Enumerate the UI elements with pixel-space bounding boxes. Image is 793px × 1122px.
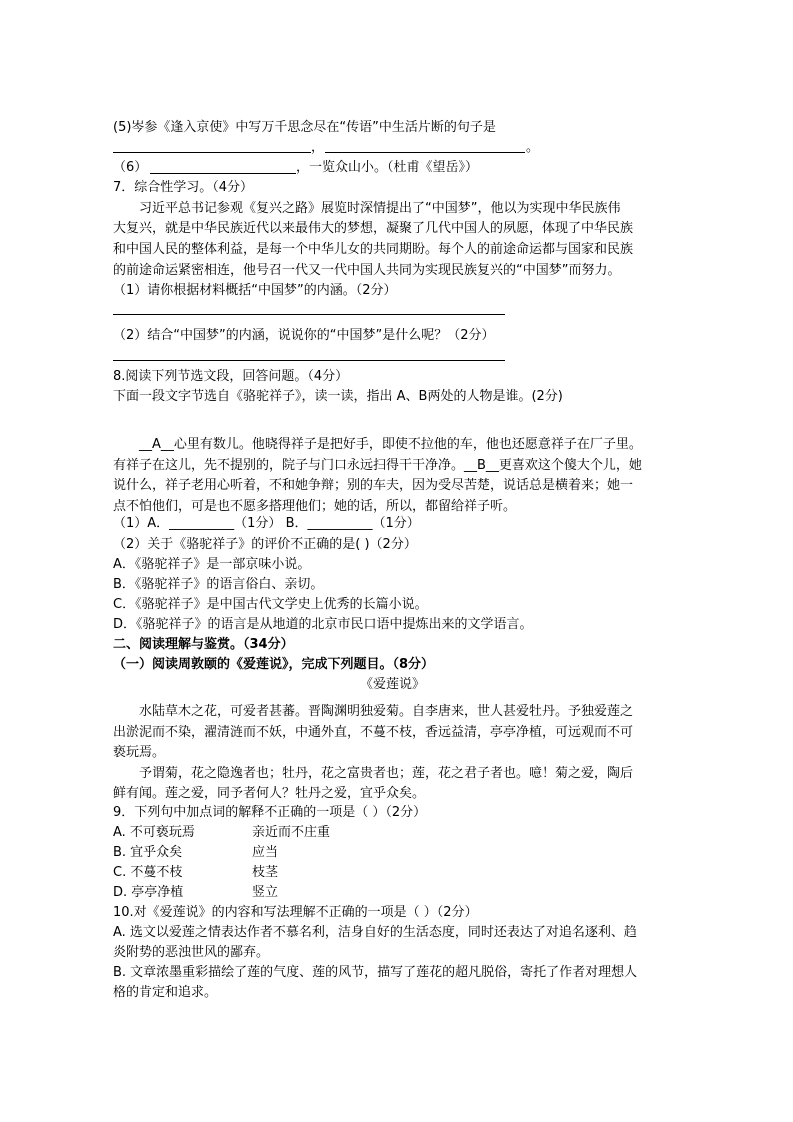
q6-suffix: ，一览众山小。（杜甫《望岳》） [296, 160, 479, 175]
q7-sub1: （1）请你根据材料概括“中国梦”的内涵。（2分） [113, 283, 397, 298]
q5-comma: ， [311, 140, 325, 155]
q7-paragraph: 和中国人民的整体利益，是每一个中华儿女的共同期盼。每个人的前途命运都与国家和民族 [113, 242, 634, 257]
q5-blank-1[interactable] [113, 152, 311, 153]
q8-intro: 下面一段文字节选自《骆驼祥子》，读一读，指出 A、B两处的人物是谁。(2分) [113, 389, 563, 404]
q5-blank-2[interactable] [325, 152, 525, 153]
q8-excerpt: 说什么，祥子老用心听着，不和她争辩；别的车夫，因为受尽苦楚，说话总是横着来；她一 [113, 478, 634, 493]
q6-prefix: （6） [113, 160, 148, 175]
q8-sub2: （2）关于《骆驼祥子》的评价不正确的是( )（2分） [113, 537, 417, 552]
q10-option-a-cont: 炎附势的恶浊世风的鄙弃。 [113, 945, 270, 960]
q7-paragraph: 习近平总书记参观《复兴之路》展览时深情提出了“中国梦”，他以为实现中华民族伟 [139, 201, 621, 216]
q8-option-d: D．《骆驼祥子》的语言是从地道的北京市民口语中提炼出来的文学语言。 [113, 617, 533, 632]
q7-paragraph: 的前途命运紧密相连，他号召一代又一代中国人共同为实现民族复兴的“中国梦”而努力。 [113, 263, 621, 278]
q8-option-c: C．《骆驼祥子》是中国古代文学史上优秀的长篇小说。 [113, 597, 428, 612]
q5-period: 。 [526, 140, 540, 155]
essay-paragraph: 水陆草木之花，可爱者甚蕃。晋陶渊明独爱菊。自李唐来，世人甚爱牡丹。予独爱莲之 [139, 704, 634, 719]
essay-title: 《爱莲说》 [360, 677, 426, 692]
q10-option-b-cont: 格的肯定和追求。 [113, 985, 218, 1000]
q7-paragraph: 大复兴，就是中华民族近代以来最伟大的梦想，凝聚了几代中国人的夙愿，体现了中华民族 [113, 221, 634, 236]
q9-title: 9．下列句中加点词的解释不正确的一项是（ ）（2分） [113, 805, 427, 820]
q10-option-b: B. 文章浓墨重彩描绘了莲的气度、莲的风节，描写了莲花的超凡脱俗，寄托了作者对理想人 [113, 965, 638, 980]
q10-title: 10.对《爱莲说》的内容和写法理解不正确的一项是（ ）（2分） [113, 905, 478, 920]
q8-title: 8.阅读下列节选文段，回答问题。（4分） [113, 369, 349, 384]
essay-paragraph: 予谓菊，花之隐逸者也；牡丹，花之富贵者也；莲，花之君子者也。噫！菊之爱，陶后 [139, 766, 634, 781]
q8-option-b: B．《骆驼祥子》的语言俗白、亲切。 [113, 577, 324, 592]
essay-paragraph: 亵玩焉。 [113, 745, 166, 760]
q8-answer-a-b: （1）A．__________（1分） B．__________（1分） [113, 516, 420, 531]
q9-option-gloss: 枝茎 [252, 865, 279, 880]
q9-option-gloss: 亲近而不庄重 [252, 825, 331, 840]
section-2-sub1: （一）阅读周敦颐的《爱莲说》，完成下列题目。（8分） [113, 657, 435, 672]
q10-option-a: A. 选文以爱莲之情表达作者不慕名利，洁身自好的生活态度，同时还表达了对追名逐利、趋 [113, 925, 637, 940]
q9-option-gloss: 应当 [252, 845, 279, 860]
essay-paragraph: 鲜有闻。莲之爱，同予者何人？牡丹之爱，宜乎众矣。 [113, 786, 426, 801]
q7-sub2: （2）结合“中国梦”的内涵，说说你的“中国梦”是什么呢？（2分） [113, 328, 495, 343]
q7-title: 7．综合性学习。（4分） [113, 180, 254, 195]
q8-excerpt: 有祥子在这儿，先不提别的，院子与门口永远扫得干干净净。__B__更喜欢这个傻大个儿，她 [113, 458, 642, 473]
q6-blank[interactable] [150, 173, 296, 174]
section-2-title: 二、阅读理解与鉴赏。（34分） [113, 637, 294, 652]
essay-paragraph: 出淤泥而不染，濯清涟而不妖，中通外直，不蔓不枝，香远益清，亭亭净植，可远观而不可 [113, 725, 634, 740]
q8-option-a: A．《骆驼祥子》是一部京味小说。 [113, 557, 311, 572]
q9-option-label: C. 不蔓不枝 [113, 865, 183, 880]
q9-option-label: A. 不可亵玩焉 [113, 825, 195, 840]
q8-excerpt: 点不怕他们，可是也不愿多搭理他们；她的话，所以，都留给祥子听。 [113, 499, 517, 514]
q7-answer-line-2[interactable] [113, 360, 505, 361]
q9-option-gloss: 竖立 [252, 885, 279, 900]
q7-answer-line-1[interactable] [113, 314, 505, 315]
q5-text: (5)岑参《逢入京使》中写万千思念尽在“传语”中生活片断的句子是 [113, 120, 496, 135]
q9-option-label: D. 亭亭净植 [113, 885, 184, 900]
q9-option-label: B. 宜乎众矣 [113, 845, 183, 860]
q8-excerpt: __A__心里有数儿。他晓得祥子是把好手，即使不拉他的车，他也还愿意祥子在厂子里。 [139, 437, 642, 452]
